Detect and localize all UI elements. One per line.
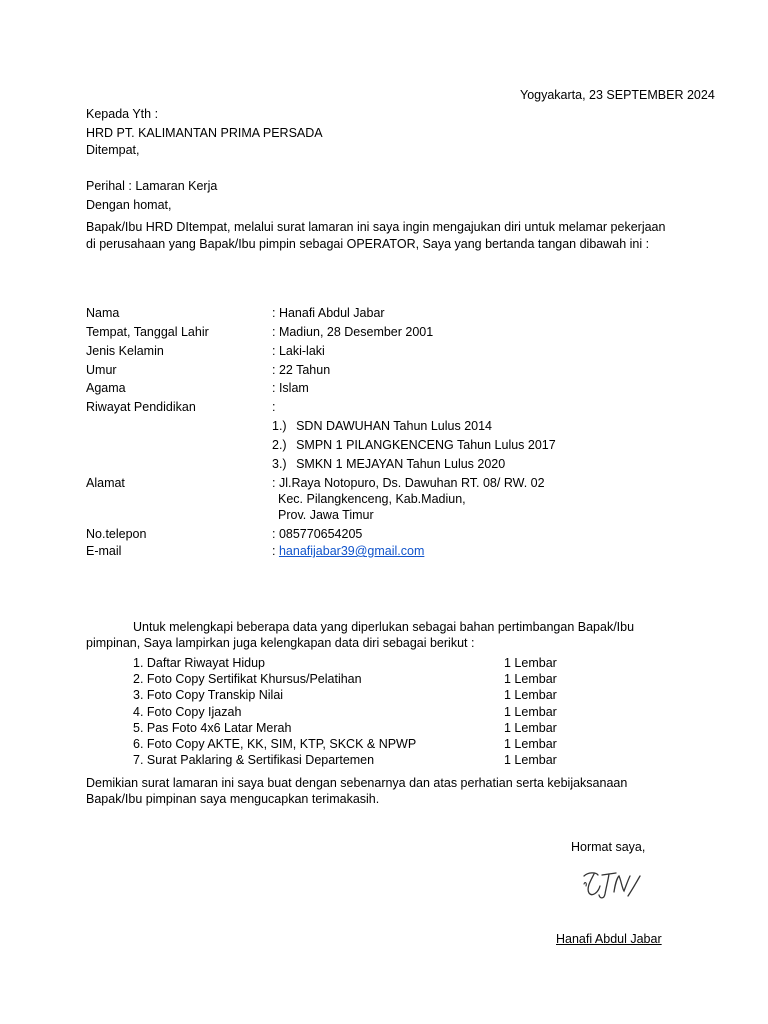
- email-label: E-mail: [86, 544, 122, 558]
- name-label: Nama: [86, 306, 120, 320]
- address-line-1: : Jl.Raya Notopuro, Ds. Dawuhan RT. 08/ RW. 02: [272, 476, 545, 490]
- email-row: [272, 543, 424, 559]
- signer-name: Hanafi Abdul Jabar: [556, 932, 662, 946]
- attachments-intro-line-2: pimpinan, Saya lampirkan juga kelengkapan data diri sebagai berikut :: [86, 636, 475, 650]
- intro-line-1: Bapak/Ibu HRD DItempat, melalui surat lamaran ini saya ingin mengajukan diri untuk melamar pekerjaan: [86, 220, 666, 234]
- address-line-2: Kec. Pilangkenceng, Kab.Madiun,: [278, 492, 466, 506]
- email-link[interactable]: hanafijabar39@gmail.com: [278, 544, 425, 558]
- recipient-greeting: Kepada Yth :: [86, 107, 159, 121]
- letter-subject: Perihal : Lamaran Kerja: [86, 179, 218, 193]
- phone-label: No.telepon: [86, 527, 147, 541]
- recipient-company: HRD PT. KALIMANTAN PRIMA PERSADA: [86, 126, 323, 140]
- regards: Hormat saya,: [571, 840, 646, 854]
- place-date: Yogyakarta, 23 SEPTEMBER 2024: [520, 88, 715, 102]
- education-label: Riwayat Pendidikan: [86, 400, 196, 414]
- education-text: SDN DAWUHAN Tahun Lulus 2014: [296, 419, 493, 433]
- signature-image: [578, 866, 648, 906]
- education-num: 3.): [272, 457, 287, 471]
- birth-label: Tempat, Tanggal Lahir: [86, 325, 209, 339]
- attachment-qty: 1 Lembar: [504, 705, 557, 719]
- gender-value: : Laki-laki: [272, 344, 325, 358]
- name-value: : Hanafi Abdul Jabar: [272, 306, 385, 320]
- attachment-qty: 1 Lembar: [504, 656, 557, 670]
- religion-value: : Islam: [272, 381, 309, 395]
- address-label: Alamat: [86, 476, 125, 490]
- gender-label: Jenis Kelamin: [86, 344, 164, 358]
- education-num: 2.): [272, 438, 287, 452]
- attachment-item: 3. Foto Copy Transkip Nilai: [133, 688, 284, 702]
- education-item: [272, 437, 556, 453]
- attachment-qty: 1 Lembar: [504, 753, 557, 767]
- email-colon: :: [272, 544, 276, 558]
- attachment-qty: 1 Lembar: [504, 672, 557, 686]
- education-num: 1.): [272, 419, 287, 433]
- attachments-intro-line-1: Untuk melengkapi beberapa data yang diperlukan sebagai bahan pertimbangan Bapak/Ibu: [133, 620, 635, 634]
- attachment-item: 7. Surat Paklaring & Sertifikasi Departemen: [133, 753, 375, 767]
- education-text: SMKN 1 MEJAYAN Tahun Lulus 2020: [296, 457, 506, 471]
- birth-value: : Madiun, 28 Desember 2001: [272, 325, 434, 339]
- closing-line-2: Bapak/Ibu pimpinan saya mengucapkan terimakasih.: [86, 792, 380, 806]
- salutation: Dengan homat,: [86, 198, 172, 212]
- address-line-3: Prov. Jawa Timur: [278, 508, 374, 522]
- age-label: Umur: [86, 363, 117, 377]
- attachment-qty: 1 Lembar: [504, 737, 557, 751]
- education-text: SMPN 1 PILANGKENCENG Tahun Lulus 2017: [296, 438, 556, 452]
- phone-value: : 085770654205: [272, 527, 363, 541]
- attachment-qty: 1 Lembar: [504, 721, 557, 735]
- religion-label: Agama: [86, 381, 126, 395]
- attachment-item: 6. Foto Copy AKTE, KK, SIM, KTP, SKCK & NPWP: [133, 737, 417, 751]
- education-colon: :: [272, 400, 276, 414]
- attachment-item: 5. Pas Foto 4x6 Latar Merah: [133, 721, 292, 735]
- education-item: [272, 456, 505, 472]
- attachment-item: 2. Foto Copy Sertifikat Khursus/Pelatihan: [133, 672, 362, 686]
- attachment-item: 1. Daftar Riwayat Hidup: [133, 656, 266, 670]
- intro-line-2: di perusahaan yang Bapak/Ibu pimpin sebagai OPERATOR, Saya yang bertanda tangan dibawah ini :: [86, 237, 650, 251]
- attachment-qty: 1 Lembar: [504, 688, 557, 702]
- closing-line-1: Demikian surat lamaran ini saya buat dengan sebenarnya dan atas perhatian serta kebijaksanaan: [86, 776, 628, 790]
- age-value: : 22 Tahun: [272, 363, 331, 377]
- education-item: [272, 418, 492, 434]
- signature-icon: [578, 866, 648, 906]
- attachment-item: 4. Foto Copy Ijazah: [133, 705, 242, 719]
- recipient-location: Ditempat,: [86, 143, 140, 157]
